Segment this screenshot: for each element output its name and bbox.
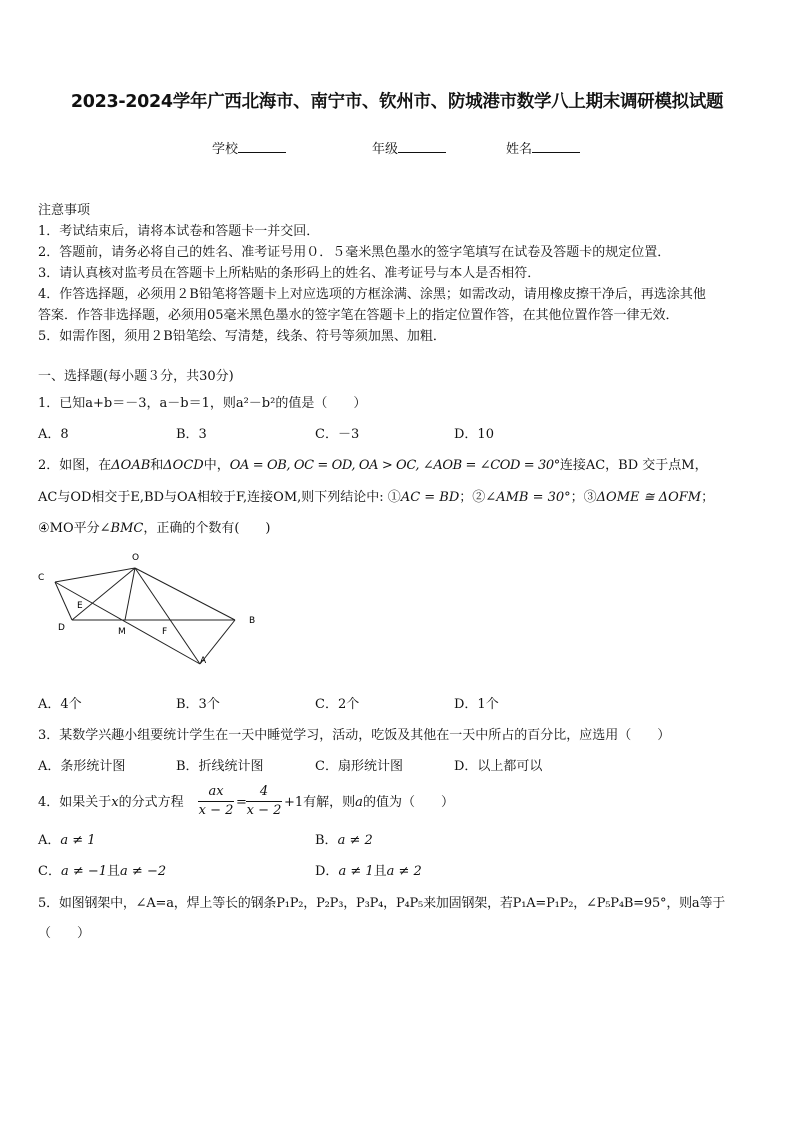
- q2-conclusion-4: ∠BMC: [99, 521, 144, 536]
- label-o: O: [132, 553, 140, 563]
- q2-text: ；③: [570, 490, 597, 505]
- q4-text: 的值为（ ）: [362, 795, 454, 810]
- q1-stem: 1．已知a+b＝－3，a－b＝1，则a²－b²的值是（ ）: [38, 396, 367, 411]
- option-math: a ≠ 2: [386, 864, 422, 879]
- grade-field[interactable]: [372, 140, 446, 159]
- q2-text: AC与OD相交于E,BD与OA相较于F,连接OM,则下列结论中: ①: [38, 490, 401, 505]
- notice-item: 1．考试结束后，请将本试卷和答题卡一并交回．: [38, 224, 320, 239]
- segment-od: [72, 568, 135, 620]
- q2-option-d[interactable]: D．1个: [454, 697, 499, 712]
- option-text: 且: [373, 864, 387, 879]
- section-heading: 一、选择题(每小题３分，共30分): [38, 369, 234, 384]
- q4-text: +1有解，则: [284, 795, 356, 810]
- q3-option-b[interactable]: B．折线统计图: [176, 759, 264, 774]
- q3-option-a[interactable]: A．条形统计图: [38, 759, 126, 774]
- school-label: 学校: [212, 142, 239, 157]
- school-field[interactable]: [212, 140, 286, 159]
- q4-option-a[interactable]: [38, 832, 96, 850]
- q4-option-b[interactable]: [315, 832, 373, 850]
- option-math: a ≠ −2: [120, 864, 167, 879]
- label-c: C: [38, 573, 45, 583]
- q2-option-c[interactable]: C．2个: [315, 697, 360, 712]
- option-letter: A．: [38, 833, 61, 848]
- label-f: F: [162, 627, 168, 637]
- q3-stem: 3．某数学兴趣小组要统计学生在一天中睡觉学习，活动，吃饭及其他在一天中所占的百分比，应选用（ ）: [38, 728, 671, 743]
- q3-option-d[interactable]: D．以上都可以: [454, 759, 543, 774]
- q4-equals: =: [236, 795, 247, 810]
- q2-text: ；: [701, 490, 715, 505]
- q4-text: 4．如果关于: [38, 795, 112, 810]
- label-b: B: [249, 616, 256, 626]
- segment-cd: [55, 582, 72, 620]
- q2-text: ④MO平分: [38, 521, 100, 536]
- label-m: M: [118, 627, 126, 637]
- fraction-bar: [246, 801, 282, 802]
- q5-stem-cont: （ ）: [38, 926, 91, 941]
- q2-text: 连接AC，BD 交于点M，: [559, 458, 708, 473]
- q5-stem: 5．如图钢架中，∠A=a，焊上等长的钢条P₁P₂，P₂P₃，P₃P₄，P₄P₅来加固钢架，若P₁A=P₁P₂，∠P₅P₄B=95°，则a等于: [38, 896, 726, 911]
- notice-item: 5．如需作图，须用２B铅笔绘、写清楚，线条、符号等须加黑、加粗．: [38, 329, 446, 344]
- notice-heading: 注意事项: [38, 203, 91, 218]
- q2-conclusion-1: AC = BD: [400, 490, 460, 505]
- grade-blank[interactable]: [398, 140, 446, 153]
- q2-text: ；②: [459, 490, 486, 505]
- q2-text: ，正确的个数有( ): [143, 521, 271, 536]
- q4-denominator-2: x − 2: [246, 803, 282, 818]
- q2-option-a[interactable]: A．4个: [38, 697, 82, 712]
- name-label: 姓名: [506, 142, 533, 157]
- q2-text: 和: [150, 458, 164, 473]
- notice-item: 答案．作答非选择题，必须用05毫米黑色墨水的签字笔在答题卡上的指定位置作答，在其他位置作答一律无效．: [38, 308, 679, 323]
- q4-text: 的分式方程: [118, 795, 184, 810]
- q4-option-c[interactable]: [38, 863, 166, 881]
- q4-fraction-1: [198, 784, 234, 819]
- grade-label: 年级: [372, 142, 399, 157]
- q4-fraction-2: [246, 784, 282, 819]
- q1-option-c[interactable]: C．－3: [315, 427, 360, 442]
- label-d: D: [58, 623, 65, 633]
- name-field[interactable]: [506, 140, 580, 159]
- option-math: a ≠ 2: [337, 833, 373, 848]
- q4-variable-x: x: [111, 795, 119, 810]
- option-letter: D．: [315, 864, 339, 879]
- q4-stem-end: [284, 794, 454, 812]
- notice-item: 4．作答选择题，必须用２B铅笔将答题卡上对应选项的方框涂满、涂黑；如需改动，请用橡皮擦干净后，再选涂其他: [38, 287, 706, 302]
- notice-item: 2．答题前，请务必将自己的姓名、准考证号用０．５毫米黑色墨水的签字笔填写在试卷及答题卡的规定位置．: [38, 245, 671, 260]
- q2-triangle-oab: ΔOAB: [111, 458, 151, 473]
- segment-ca: [55, 582, 200, 664]
- option-math: a ≠ −1: [60, 864, 108, 879]
- q4-numerator-2: 4: [259, 784, 269, 799]
- notice-item: 3．请认真核对监考员在答题卡上所粘贴的条形码上的姓名、准考证号与本人是否相符．: [38, 266, 541, 281]
- q2-line3: [38, 520, 271, 538]
- q2-text: 2．如图，在: [38, 458, 112, 473]
- q2-conditions: OA = OB, OC = OD, OA > OC, ∠AOB = ∠COD = 30°: [229, 458, 560, 473]
- q2-triangle-ocd: ΔOCD: [163, 458, 204, 473]
- option-text: 且: [107, 864, 121, 879]
- q2-figure: [30, 548, 270, 670]
- option-math: a ≠ 1: [338, 864, 374, 879]
- q4-denominator-1: x − 2: [198, 803, 234, 818]
- school-blank[interactable]: [238, 140, 286, 153]
- segment-om: [125, 568, 135, 620]
- label-a: A: [200, 656, 207, 666]
- segment-ob: [135, 568, 235, 620]
- q4-variable-a: a: [355, 795, 363, 810]
- q2-conclusion-3: ΔOME ≅ ΔOFM: [596, 490, 702, 505]
- option-math: a ≠ 1: [60, 833, 96, 848]
- option-letter: C．: [38, 864, 61, 879]
- label-e: E: [77, 601, 83, 611]
- q2-line2: [38, 489, 714, 507]
- fraction-bar: [198, 801, 234, 802]
- q2-text: 中，: [203, 458, 230, 473]
- page-title: 2023-2024学年广西北海市、南宁市、钦州市、防城港市数学八上期末调研模拟试题: [70, 92, 724, 112]
- q2-conclusion-2: ∠AMB = 30°: [485, 490, 571, 505]
- q4-numerator-1: ax: [208, 784, 224, 799]
- q4-option-d[interactable]: [315, 863, 422, 881]
- segment-co: [55, 568, 135, 582]
- q1-option-a[interactable]: A．8: [38, 427, 69, 442]
- q1-option-d[interactable]: D．10: [454, 427, 494, 442]
- q3-option-c[interactable]: C．扇形统计图: [315, 759, 403, 774]
- q2-option-b[interactable]: B．3个: [176, 697, 220, 712]
- name-blank[interactable]: [532, 140, 580, 153]
- q1-option-b[interactable]: B．3: [176, 427, 207, 442]
- q2-line1: [38, 457, 708, 475]
- segment-oa: [135, 568, 200, 664]
- option-letter: B．: [315, 833, 338, 848]
- q4-stem: [38, 794, 184, 812]
